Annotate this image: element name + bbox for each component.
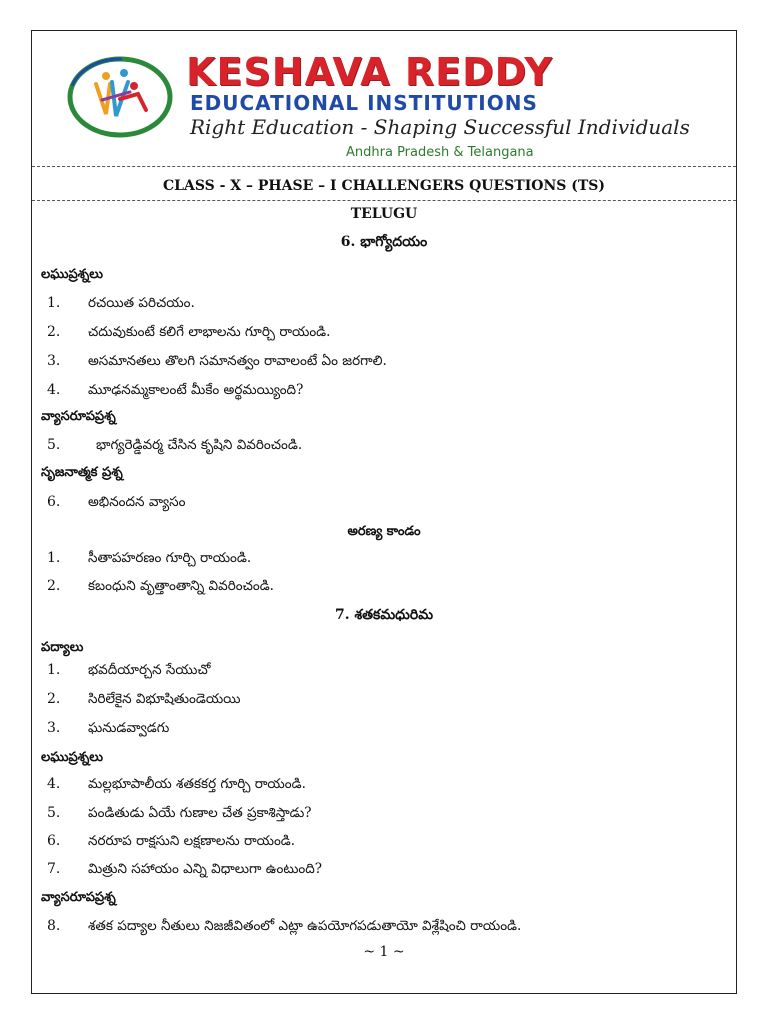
- brand-states: Andhra Pradesh & Telangana: [346, 145, 534, 160]
- question-text: శతక పద్యాల నీతులు నిజజీవితంలో ఎట్లా ఉపయోగపడుతాయో విశ్లేషించి రాయండి.: [88, 918, 522, 934]
- brand-title: KESHAVA REDDY: [186, 50, 553, 94]
- subject-title: TELUGU: [350, 206, 418, 222]
- question-number: 4.: [47, 776, 61, 792]
- section-heading: పద్యాలు: [41, 640, 84, 655]
- question-text: చదువుకుంటే కలిగే లాభాలను గూర్చి రాయండి.: [88, 324, 331, 340]
- question-text: పండితుడు ఏయే గుణాల చేత ప్రకాశిస్తాడు?: [88, 805, 312, 821]
- question-number: 7.: [47, 861, 61, 877]
- brand-tagline: Right Education - Shaping Successful Individuals: [190, 115, 690, 139]
- question-number: 2.: [47, 324, 61, 340]
- question-text: సిరిలేకైన విభూషితుండెయయి: [88, 691, 241, 707]
- question-number: 5.: [47, 437, 61, 453]
- section-heading: వ్యాసరూపప్రశ్న: [41, 890, 116, 905]
- institution-logo-icon: [66, 54, 174, 140]
- question-text: మిత్రుని సహాయం ఎన్ని విధాలుగా ఉంటుంది?: [88, 861, 323, 877]
- question-number: 2.: [47, 691, 61, 707]
- question-text: సీతాపహరణం గూర్చి రాయండి.: [88, 550, 252, 566]
- exam-title: CLASS - X – PHASE – I CHALLENGERS QUESTIONS (TS): [162, 178, 606, 194]
- lesson-title: 6. భాగ్యోదయం: [340, 234, 428, 250]
- question-number: 1.: [47, 662, 61, 678]
- lesson-title: 7. శతకమధురిమ: [334, 607, 434, 623]
- question-text: అభినందన వ్యాసం: [88, 494, 186, 510]
- section-heading: లఘుప్రశ్నలు: [41, 267, 103, 282]
- question-text: మూఢనమ్మకాలంటే మీకేం అర్థమయ్యింది?: [88, 382, 304, 398]
- brand-subtitle: EDUCATIONAL INSTITUTIONS: [190, 91, 538, 115]
- question-number: 3.: [47, 353, 61, 369]
- question-text: నరరూప రాక్షసుని లక్షణాలను రాయండి.: [88, 833, 296, 849]
- question-text: మల్లభూపాలీయ శతకకర్త గూర్చి రాయండి.: [88, 776, 306, 792]
- question-number: 4.: [47, 382, 61, 398]
- page-number: ~ 1 ~: [363, 944, 405, 960]
- question-number: 1.: [47, 295, 61, 311]
- question-text: ఘనుడవ్వాడగు: [88, 720, 170, 736]
- question-text: భవదీయార్చన సేయుచో: [88, 662, 211, 678]
- question-text: కబంధుని వృత్తాంతాన్ని వివరించండి.: [88, 578, 274, 594]
- question-number: 1.: [47, 550, 61, 566]
- divider: [32, 166, 736, 167]
- question-text: అసమానతలు తొలగి సమానత్వం రావాలంటే ఏం జరగాలి.: [88, 353, 387, 369]
- question-number: 8.: [47, 918, 61, 934]
- question-text: భాగ్యరెడ్డివర్మ చేసిన కృషిని వివరించండి.: [96, 437, 303, 453]
- section-heading: లఘుప్రశ్నలు: [41, 750, 103, 765]
- divider: [32, 200, 736, 201]
- question-number: 2.: [47, 578, 61, 594]
- section-heading: వ్యాసరూపప్రశ్న: [41, 409, 116, 424]
- section-heading: సృజనాత్మక ప్రశ్న: [41, 465, 123, 480]
- question-number: 5.: [47, 805, 61, 821]
- question-number: 6.: [47, 494, 61, 510]
- question-number: 6.: [47, 833, 61, 849]
- section-heading: అరణ్య కాండం: [347, 524, 421, 539]
- question-text: రచయిత పరిచయం.: [88, 295, 195, 311]
- question-number: 3.: [47, 720, 61, 736]
